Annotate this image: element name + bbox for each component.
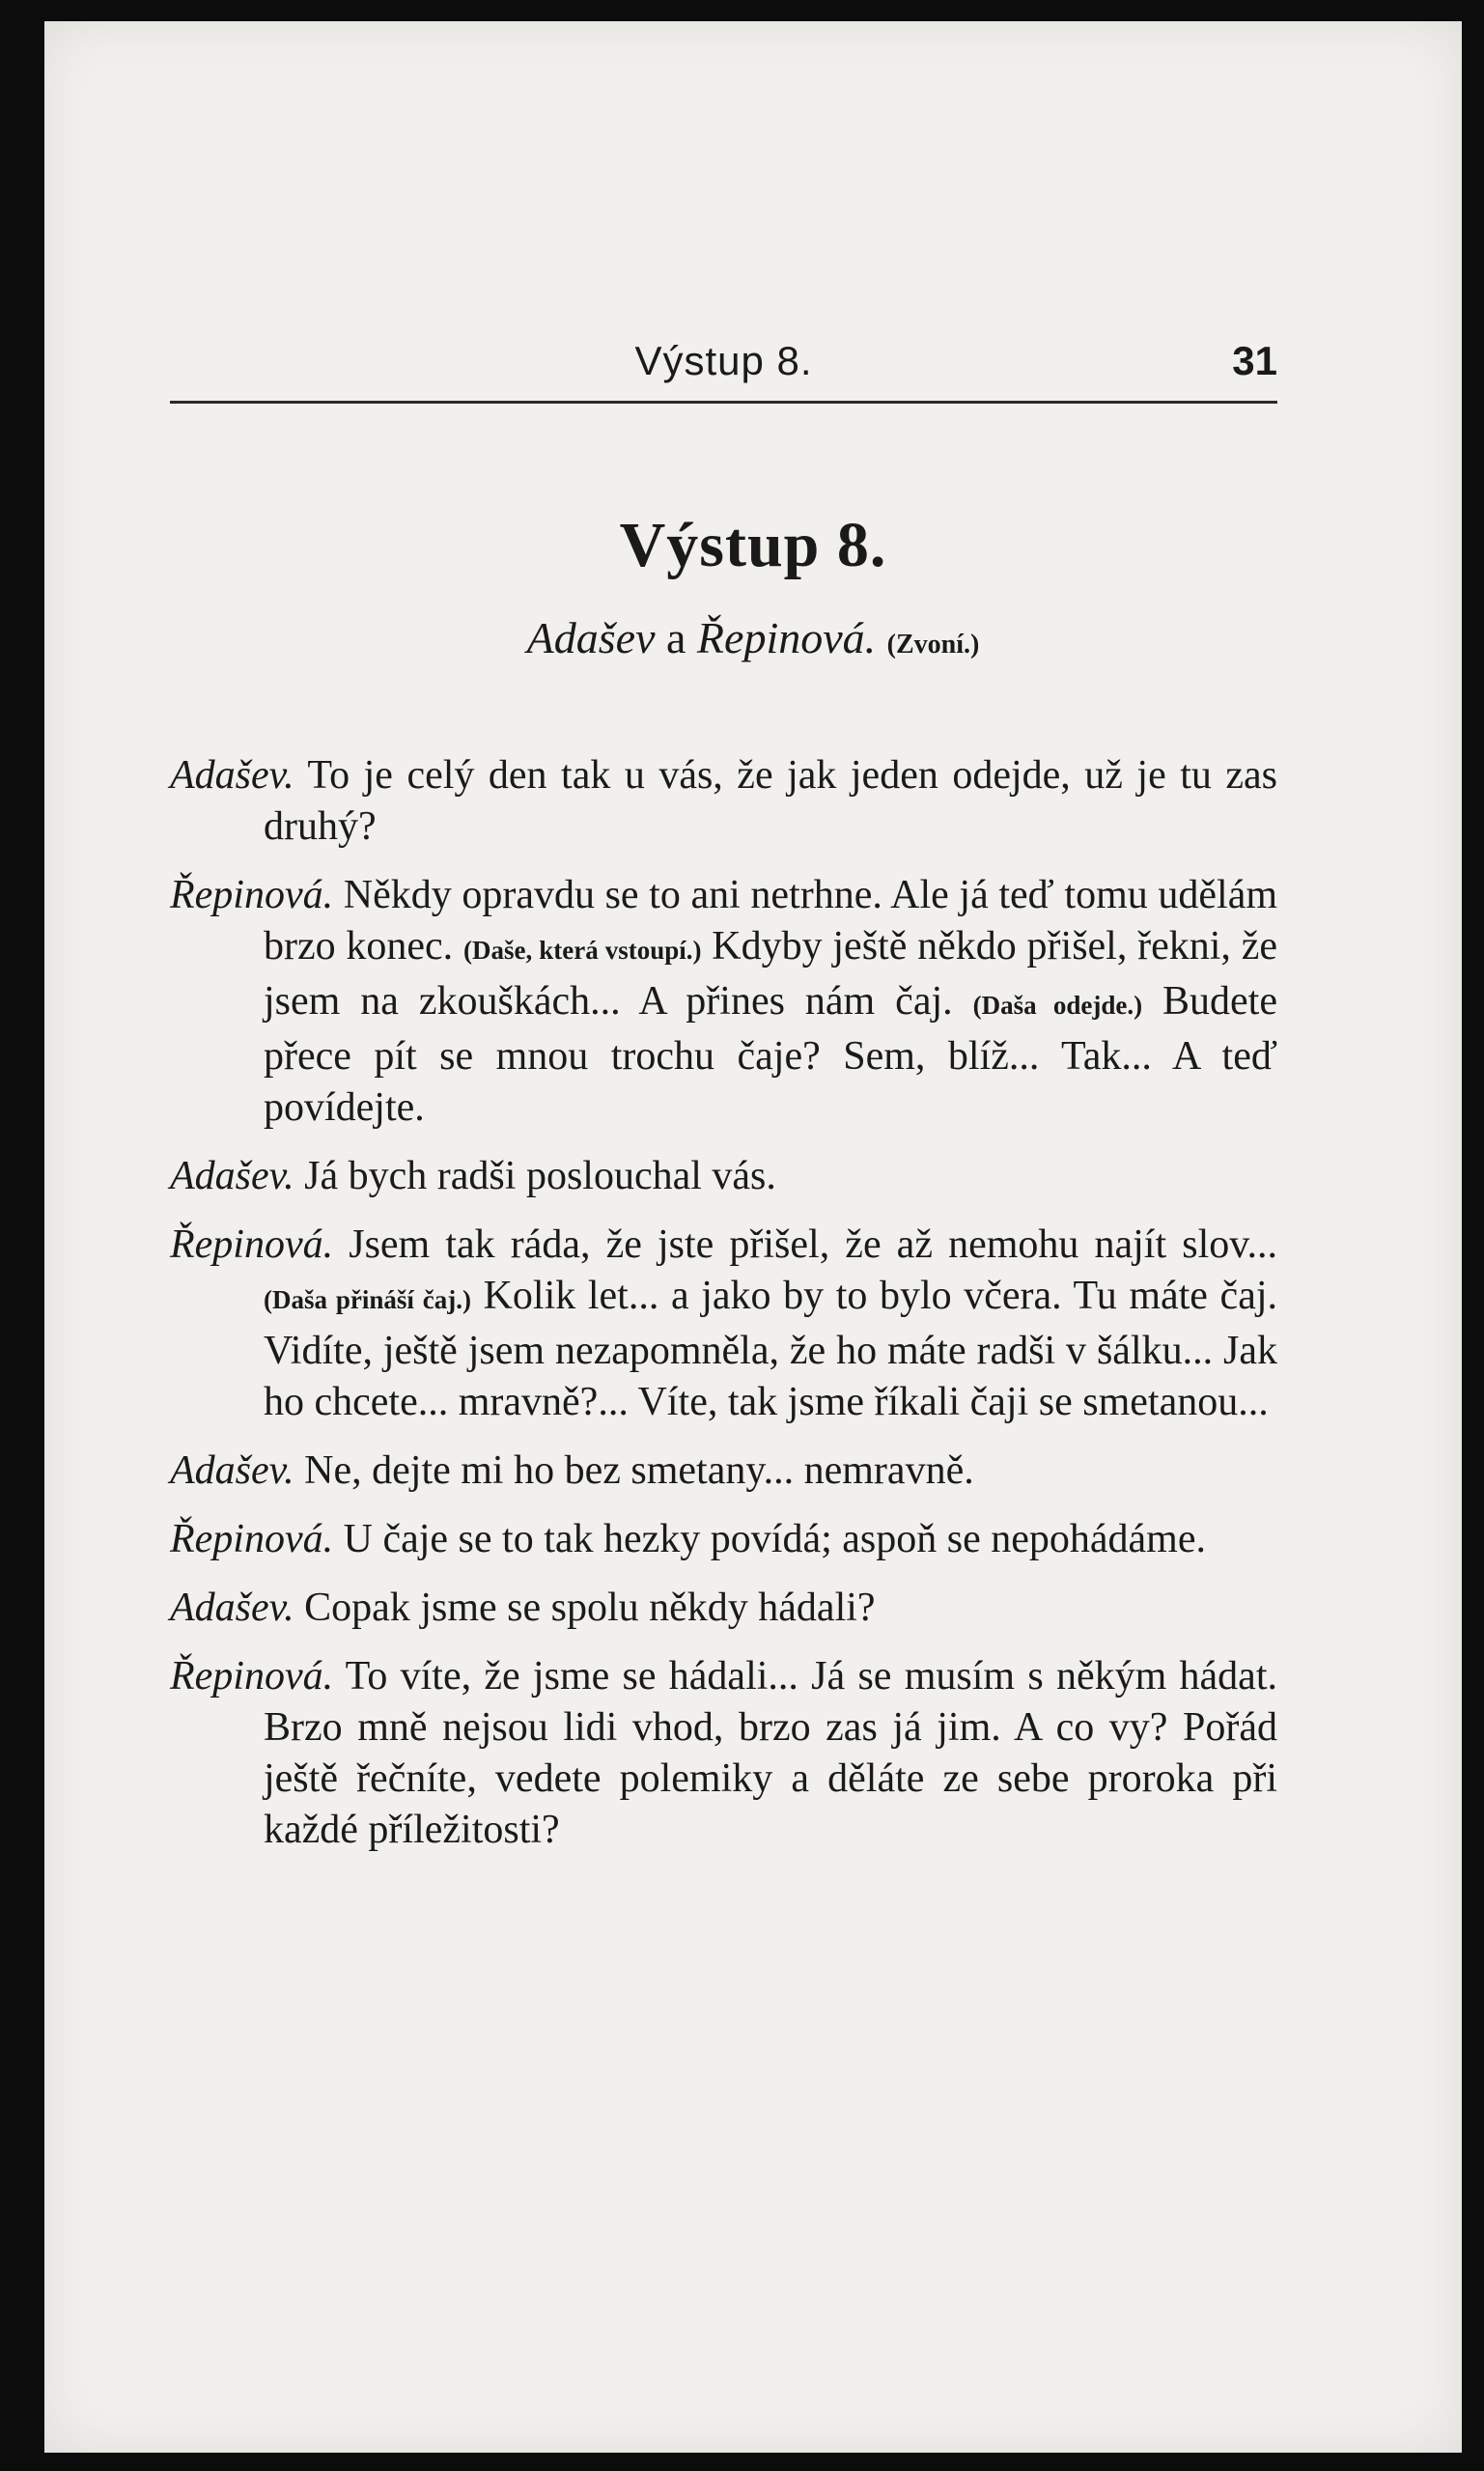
speech-2 xyxy=(170,870,1277,1134)
speech-text: Někdy opravdu se to ani netrhne. Ale já teď tomu udělám brzo konec. xyxy=(264,873,1278,969)
speech-text: To je celý den tak u vás, že jak jeden odejde, už je tu zas druhý? xyxy=(264,753,1278,849)
speech-3 xyxy=(170,1151,1277,1202)
cast-second: Řepinová. xyxy=(696,613,877,662)
speaker: Řepinová. xyxy=(170,1517,334,1561)
speech-text: Ne, dejte mi ho bez smetany... nemravně. xyxy=(304,1448,974,1493)
book-page xyxy=(44,21,1462,2453)
stage-direction: (Daše, která vstoupí.) xyxy=(462,936,702,965)
speech-text: Já bych radši poslouchal vás. xyxy=(304,1154,776,1198)
page-number: 31 xyxy=(1232,338,1277,383)
speech-6 xyxy=(170,1514,1277,1565)
dialogue xyxy=(170,750,1277,1873)
speech-1 xyxy=(170,750,1277,853)
speech-8 xyxy=(170,1651,1277,1856)
speaker: Adašev. xyxy=(170,753,294,798)
speech-text: Budete přece pít se mnou trochu čaje? Sem, blíž... Tak... A teď povídejte. xyxy=(264,979,1277,1130)
speech-text: U čaje se to tak hezky povídá; aspoň se nepohádáme. xyxy=(343,1517,1206,1561)
cast-first: Adašev xyxy=(526,613,656,662)
speaker: Adašev. xyxy=(170,1448,294,1493)
cast-joiner: a xyxy=(655,613,697,662)
stage-direction: (Daša přináší čaj.) xyxy=(264,1285,471,1314)
cast-stage-direction: (Zvoní.) xyxy=(886,630,980,660)
speaker: Řepinová. xyxy=(170,1654,334,1699)
speech-text: Kolik let... a jako by to bylo včera. Tu máte čaj. Vidíte, ještě jsem nezapomněla, že ho máte radši v šálku... Jak ho chcete... mravně?... Víte, tak jsme říkali čaji se smetanou... xyxy=(264,1274,1278,1424)
header-rule xyxy=(170,401,1277,404)
speaker: Řepinová. xyxy=(170,1222,334,1267)
running-head xyxy=(170,321,1277,390)
speaker: Adašev. xyxy=(170,1586,294,1630)
speech-4 xyxy=(170,1220,1277,1428)
scene-title: Výstup 8. xyxy=(619,510,887,580)
speech-7 xyxy=(170,1583,1277,1634)
running-head-title: Výstup 8. xyxy=(634,338,813,383)
speaker: Adašev. xyxy=(170,1154,294,1198)
speech-text: To víte, že jsme se hádali... Já se musím s někým hádat. Brzo mně nejsou lidi vhod, brzo zas já jim. A co vy? Pořád ještě řečníte, vedete polemiky a děláte ze sebe proroka při každé příležitosti? xyxy=(264,1654,1277,1852)
scene-cast xyxy=(44,612,1462,663)
speaker: Řepinová. xyxy=(170,873,334,917)
stage-direction: (Daša odejde.) xyxy=(972,991,1143,1020)
speech-text: Kdyby ještě někdo přišel, řekni, že jsem na zkouškách... A přines nám čaj. xyxy=(264,924,1277,1024)
speech-text: Jsem tak ráda, že jste přišel, že až nemohu najít slov... xyxy=(349,1222,1278,1267)
speech-5 xyxy=(170,1446,1277,1497)
speech-text: Copak jsme se spolu někdy hádali? xyxy=(304,1586,876,1630)
